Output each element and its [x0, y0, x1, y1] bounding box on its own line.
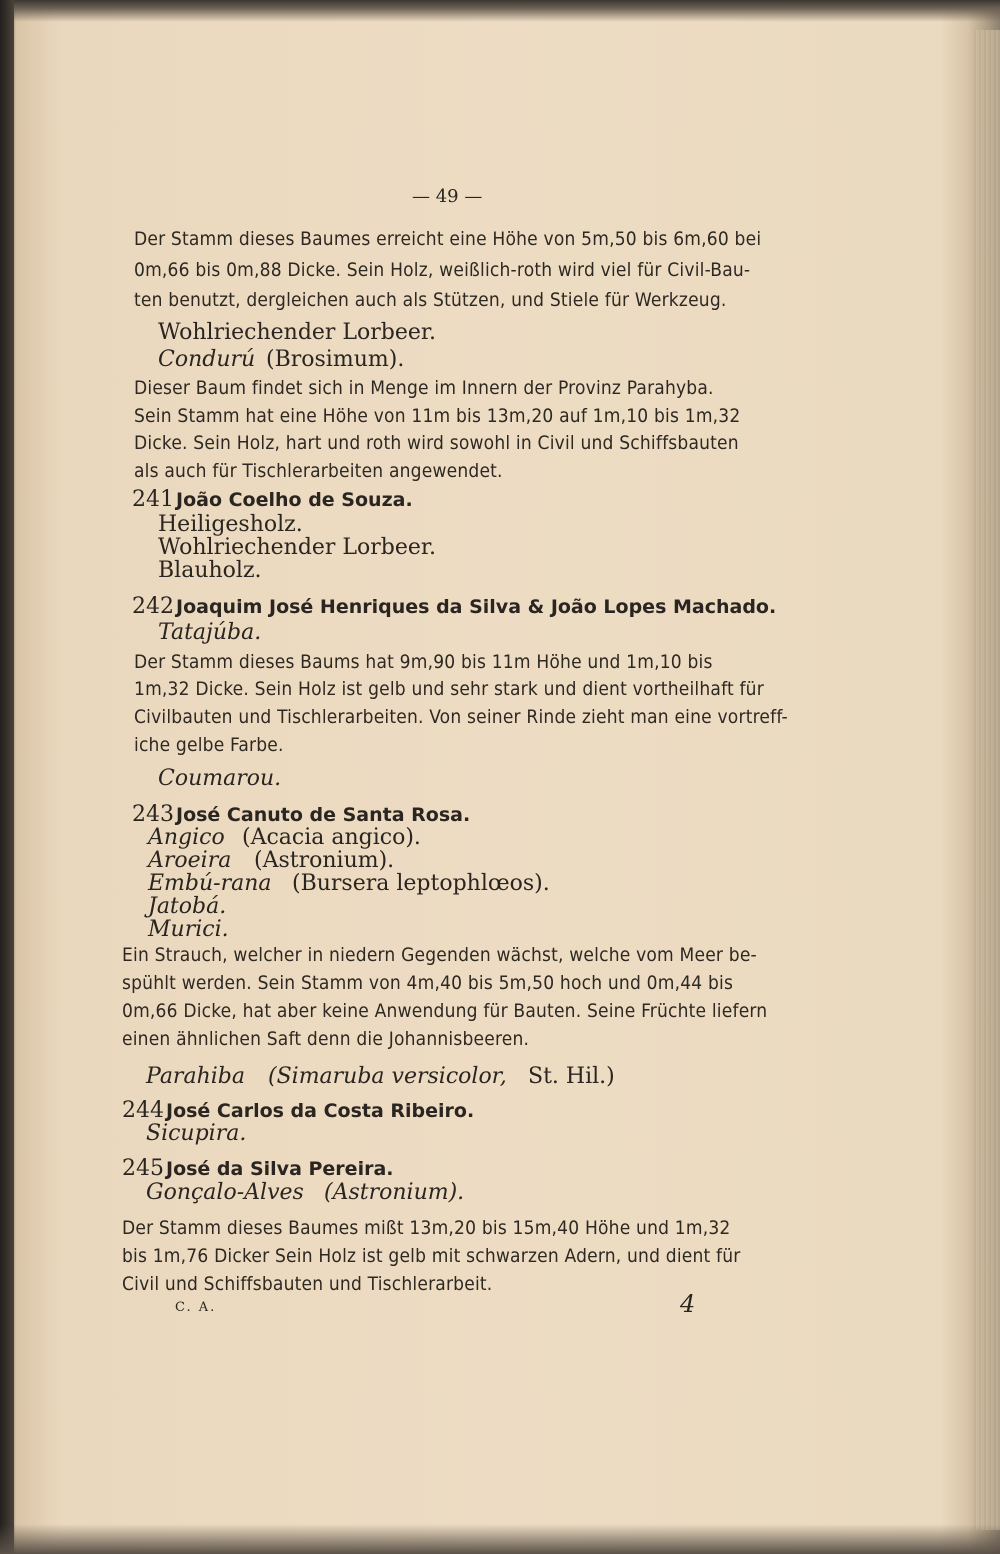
species-name-italic: Condurú — [158, 347, 256, 372]
text-line: spühlt werden. Sein Stamm von 4m,40 bis 5m,50 hoch und 0m,44 bis — [122, 972, 734, 994]
exhibitor-name: José Canuto de Santa Rosa. — [176, 804, 471, 826]
text-line: als auch für Tischlerarbeiten angewendet. — [134, 460, 503, 482]
species-name-italic: Angico — [148, 825, 225, 850]
entry-number: 243 — [132, 802, 174, 827]
exhibitor-name: João Coelho de Souza. — [176, 489, 413, 511]
species-latin: (Acacia angico). — [242, 825, 421, 850]
text-line: einen ähnlichen Saft denn die Johannisbeeren. — [122, 1028, 530, 1050]
page-top-shadow — [0, 0, 1000, 22]
species-latin: (Bursera leptophlœos). — [292, 871, 550, 896]
text-line: 0m,66 bis 0m,88 Dicke. Sein Holz, weißlich-roth wird viel für Civil-Bau- — [134, 259, 751, 281]
page-stack-edge — [972, 30, 1000, 1530]
text-line: Civil und Schiffsbauten und Tischlerarbeit. — [122, 1273, 493, 1295]
text-line: 0m,66 Dicke, hat aber keine Anwendung für Bauten. Seine Früchte liefern — [122, 1000, 768, 1022]
exhibitor-name: José Carlos da Costa Ribeiro. — [166, 1100, 475, 1122]
species-name: Heiligesholz. — [158, 512, 303, 537]
entry-number: 244 — [122, 1098, 164, 1123]
species-name-italic: Gonçalo-Alves — [146, 1180, 304, 1205]
species-name: Wohlriechender Lorbeer. — [158, 535, 437, 560]
species-name-italic: Tatajúba. — [158, 620, 262, 645]
text-line: Der Stamm dieses Baumes mißt 13m,20 bis 15m,40 Höhe und 1m,32 — [122, 1217, 731, 1239]
text-line: Ein Strauch, welcher in niedern Gegenden wächst, welche vom Meer be- — [122, 944, 757, 966]
printer-signature: C. A. — [175, 1300, 217, 1315]
exhibitor-name: José da Silva Pereira. — [166, 1158, 394, 1180]
species-name-italic: Jatobá. — [148, 894, 227, 919]
species-name: Blauholz. — [158, 558, 262, 583]
species-author: St. Hil.) — [528, 1064, 615, 1089]
text-line: Dicke. Sein Holz, hart und roth wird sowohl in Civil und Schiffsbauten — [134, 432, 739, 454]
text-line: Sein Stamm hat eine Höhe von 11m bis 13m,20 auf 1m,10 bis 1m,32 — [134, 405, 741, 427]
page-number: — 49 — — [412, 186, 483, 207]
species-latin: (Astronium). — [254, 848, 395, 873]
text-line: iche gelbe Farbe. — [134, 734, 284, 756]
text-line: Dieser Baum findet sich in Menge im Innern der Provinz Parahyba. — [134, 377, 714, 399]
species-name-italic: Sicupira. — [146, 1121, 247, 1146]
entry-number: 242 — [132, 594, 174, 619]
sheet-number: 4 — [680, 1290, 696, 1318]
text-line: Der Stamm dieses Baumes erreicht eine Höhe von 5m,50 bis 6m,60 bei — [134, 228, 762, 250]
text-line: Civilbauten und Tischlerarbeiten. Von seiner Rinde zieht man eine vortreff- — [134, 706, 788, 728]
species-latin-italic: (Simaruba versicolor, — [268, 1064, 507, 1089]
species-name-italic: Embú-rana — [148, 871, 272, 896]
text-line: Der Stamm dieses Baums hat 9m,90 bis 11m Höhe und 1m,10 bis — [134, 651, 713, 673]
text-line: ten benutzt, dergleichen auch als Stützen, und Stiele für Werkzeug. — [134, 289, 727, 311]
text-line: bis 1m,76 Dicker Sein Holz ist gelb mit schwarzen Adern, und dient für — [122, 1245, 741, 1267]
species-name: Wohlriechender Lorbeer. — [158, 320, 437, 345]
species-name-italic: Coumarou. — [158, 766, 282, 791]
species-name-italic: Murici. — [148, 917, 229, 942]
species-name-italic: Aroeira — [148, 848, 232, 873]
species-latin: (Brosimum). — [266, 347, 405, 372]
entry-number: 241 — [132, 487, 174, 512]
exhibitor-name: Joaquim José Henriques da Silva & João Lopes Machado. — [176, 596, 777, 618]
book-spine — [0, 0, 14, 1554]
text-line: 1m,32 Dicke. Sein Holz ist gelb und sehr stark und dient vortheilhaft für — [134, 678, 764, 700]
species-name-italic: Parahiba — [146, 1064, 245, 1089]
page-bottom-shadow — [0, 1524, 1000, 1554]
entry-number: 245 — [122, 1156, 164, 1181]
species-latin-italic: (Astronium). — [324, 1180, 465, 1205]
